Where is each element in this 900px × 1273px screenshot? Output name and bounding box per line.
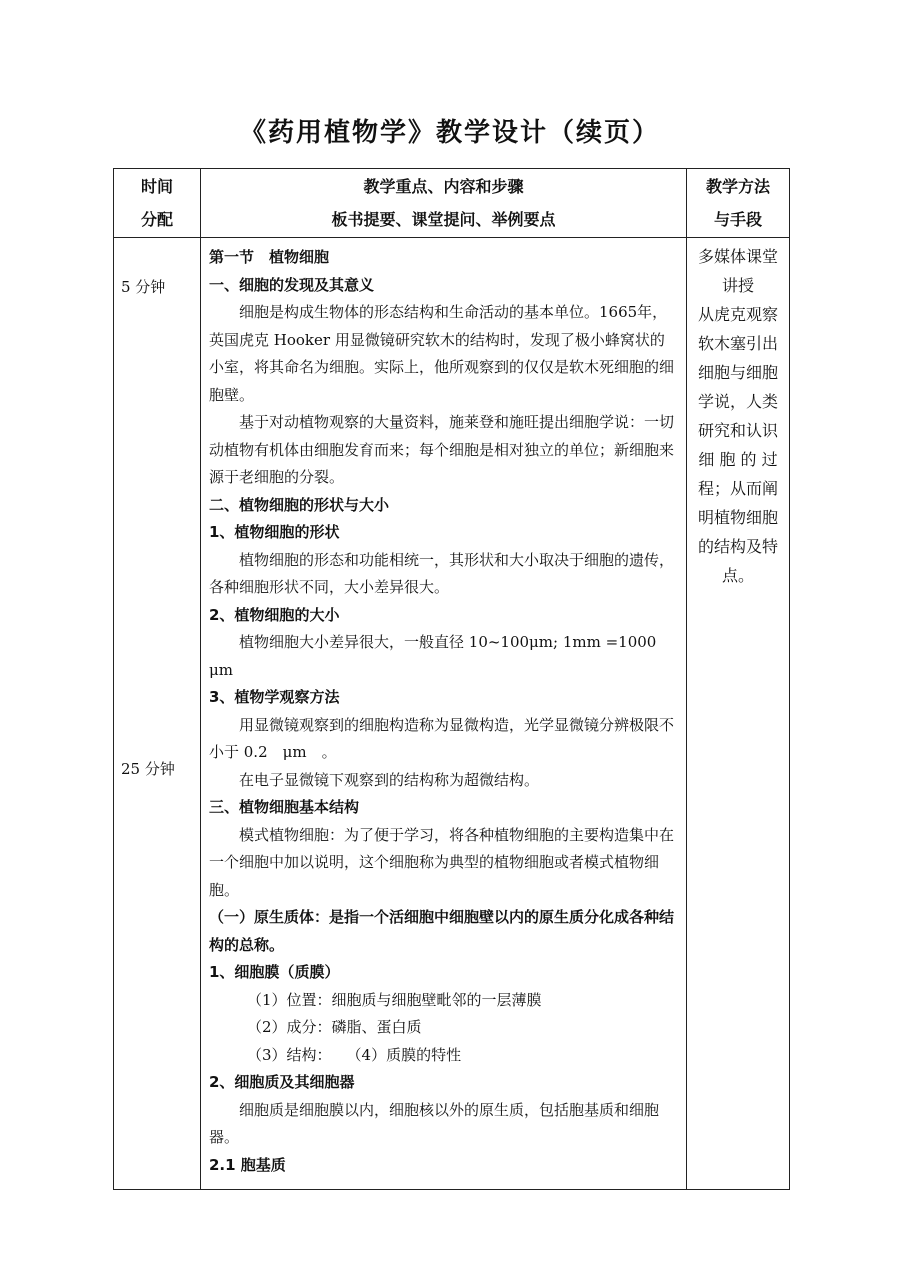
method-cell: 多媒体课堂 讲授 从虎克观察 软木塞引出 细胞与细胞 学说，人类 研究和认识 细 胞 的 过 程；从而阐 明植物细胞 的结构及特 点。	[687, 238, 790, 1190]
heading: 二、植物细胞的形状与大小	[209, 495, 390, 514]
paragraph: 植物细胞的形态和功能相统一，其形状和大小取决于细胞的遗传，各种细胞形状不同，大小差异很大。	[209, 550, 675, 596]
paragraph: 模式植物细胞：为了便于学习，将各种植物细胞的主要构造集中在一个细胞中加以说明，这个细胞称为典型的植物细胞或者模式植物细胞。	[209, 825, 675, 899]
subheading: 2.1 胞基质	[209, 1155, 286, 1174]
heading: 一、细胞的发现及其意义	[209, 275, 375, 294]
definition-heading: （一）原生质体：是指一个活细胞中细胞壁以内的原生质分化成各种结构的总称。	[209, 908, 675, 954]
paragraph: 基于对动植物观察的大量资料，施莱登和施旺提出细胞学说：一切动植物有机体由细胞发育而来；每个细胞是相对独立的单位；新细胞来源于老细胞的分裂。	[209, 413, 675, 486]
time-header: 时间 分配	[114, 169, 201, 238]
subheading: 2、植物细胞的大小	[209, 605, 340, 624]
time-cell	[114, 238, 201, 1190]
time-label: 25 分钟	[121, 760, 175, 778]
subheading: 2、细胞质及其细胞器	[209, 1073, 355, 1091]
paragraph: 在电子显微镜下观察到的结构称为超微结构。	[239, 770, 540, 789]
method-header: 教学方法 与手段	[687, 169, 790, 238]
list-item: （2）成分：磷脂、蛋白质	[247, 1018, 422, 1036]
heading: 三、植物细胞基本结构	[209, 798, 360, 816]
lesson-table	[113, 168, 790, 1190]
paragraph: 用显微镜观察到的细胞构造称为显微构造，光学显微镜分辨极限不小于 0.2 μm 。	[209, 715, 675, 761]
header-row	[114, 169, 790, 238]
subheading: 3、植物学观察方法	[209, 688, 340, 706]
content-cell	[201, 238, 687, 1190]
page-title: 《药用植物学》教学设计（续页）	[239, 118, 660, 148]
list-item: （3）结构： （4）质膜的特性	[247, 1045, 462, 1064]
section-heading: 第一节 植物细胞	[209, 248, 330, 266]
content-header: 教学重点、内容和步骤 板书提要、课堂提问、举例要点	[201, 169, 687, 238]
subheading: 1、细胞膜（质膜）	[209, 963, 340, 981]
list-item: （1）位置：细胞质与细胞壁毗邻的一层薄膜	[247, 990, 542, 1009]
paragraph: 植物细胞大小差异很大，一般直径 10~100μm; 1mm =1000 μm	[209, 633, 657, 679]
paragraph: 细胞是构成生物体的形态结构和生命活动的基本单位。1665年，英国虎克 Hooker 用显微镜研究软木的结构时，发现了极小蜂窝状的小室，将其命名为细胞。实际上，他所观察到的仅仅是软木死细胞的细胞壁。	[209, 303, 675, 404]
time-label: 5 分钟	[121, 278, 166, 296]
subheading: 1、植物细胞的形状	[209, 523, 340, 541]
paragraph: 细胞质是细胞膜以内，细胞核以外的原生质，包括胞基质和细胞器。	[209, 1100, 660, 1146]
body-row	[114, 238, 790, 1190]
